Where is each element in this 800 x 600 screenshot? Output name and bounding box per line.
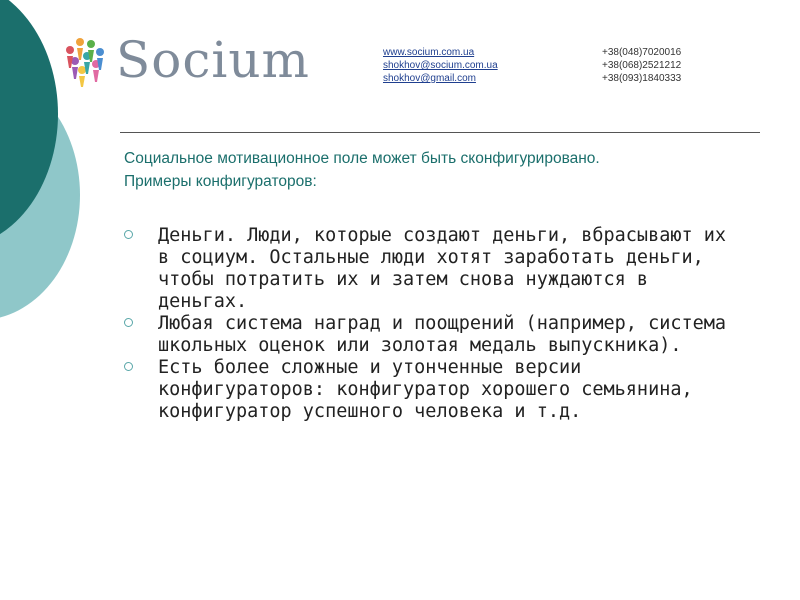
hollow-circle-bullet-icon [124, 230, 133, 239]
bullet-list [124, 225, 734, 423]
phone-number: +38(093)1840333 [602, 73, 682, 84]
list-item [124, 313, 734, 357]
website-link[interactable]: www.socium.com.ua [383, 47, 475, 58]
email-link-socium[interactable]: shokhov@socium.com.ua [383, 60, 498, 71]
contact-phones [602, 46, 681, 85]
people-cluster-icon [60, 32, 110, 88]
list-item [124, 357, 734, 423]
header-divider [120, 132, 760, 133]
list-item [124, 225, 734, 313]
phone-number: +38(068)2521212 [602, 60, 682, 71]
subtitle-line: Примеры конфигураторов: [124, 173, 317, 190]
hollow-circle-bullet-icon [124, 362, 133, 371]
brand-name: Socium [116, 31, 310, 89]
contact-links [383, 46, 498, 85]
list-item-text: Есть более сложные и утонченные версии конфигураторов: конфигуратор хорошего семьянина, конфигуратор успешного человека и т.д. [158, 357, 693, 422]
subtitle-line: Социальное мотивационное поле может быть сконфигурировано. [124, 150, 600, 167]
email-link-gmail[interactable]: shokhov@gmail.com [383, 73, 476, 84]
list-item-text: Деньги. Люди, которые создают деньги, вбрасывают их в социум. Остальные люди хотят заработать деньги, чтобы потратить их и затем снова нуждаются в деньгах. [158, 225, 727, 312]
hollow-circle-bullet-icon [124, 318, 133, 327]
slide-subtitle [124, 147, 754, 193]
phone-number: +38(048)7020016 [602, 47, 682, 58]
brand-logo [60, 30, 310, 90]
list-item-text: Любая система наград и поощрений (например, система школьных оценок или золотая медаль выпускника). [158, 313, 727, 356]
